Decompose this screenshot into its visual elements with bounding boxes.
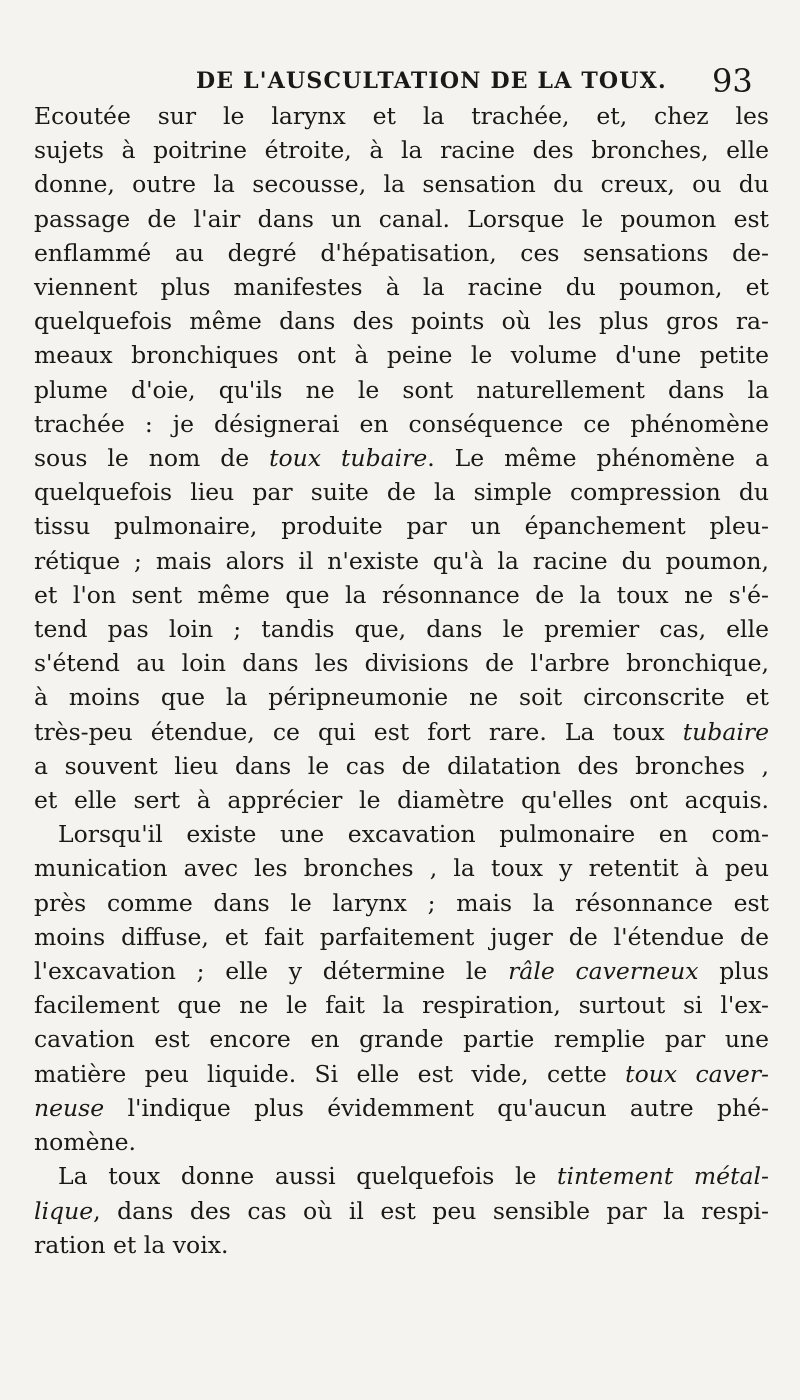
text-line: donne, outre la secousse, la sensation du creux, ou du [34,170,769,199]
text-line: cavation est encore en grande partie remplie par une [34,1025,769,1054]
text-line: La toux donne aussi quelquefois le tintement métal- [58,1162,769,1191]
text-line: tissu pulmonaire, produite par un épanchement pleu- [34,512,769,541]
text-line: quelquefois même dans des points où les plus gros ra- [34,307,769,336]
italic-term: tubaire [682,717,769,746]
text-line: trachée : je désignerai en conséquence ce phénomène [34,409,769,438]
text-line: munication avec les bronches , la toux y retentit à peu [34,854,769,883]
text-line: nomène. [34,1128,136,1157]
italic-term: toux caver- [625,1059,769,1088]
text-line: passage de l'air dans un canal. Lorsque le poumon est [34,204,769,233]
text-line: meaux bronchiques ont à peine le volume d'une petite [34,341,769,370]
text-line: plume d'oie, qu'ils ne le sont naturellement dans la [34,375,769,404]
text-line: quelquefois lieu par suite de la simple compression du [34,478,769,507]
text-line: à moins que la péripneumonie ne soit circonscrite et [34,683,769,712]
page-number: 93 [712,62,753,100]
body-text [34,99,769,1262]
text-line: neuse l'indique plus évidemment qu'aucun autre phé- [34,1093,769,1122]
text-line: moins diffuse, et fait parfaitement juger de l'étendue de [34,922,769,951]
text-line: et elle sert à apprécier le diamètre qu'elles ont acquis. [34,786,769,815]
italic-term: râle caverneux [508,957,699,986]
italic-term: lique [34,1196,94,1225]
text-line: viennent plus manifestes à la racine du poumon, et [34,273,769,302]
text-line: matière peu liquide. Si elle est vide, cette toux caver- [34,1059,769,1088]
text-line: tend pas loin ; tandis que, dans le premier cas, elle [34,615,769,644]
text-line: Lorsqu'il existe une excavation pulmonaire en com- [58,820,769,849]
italic-term: tintement métal- [557,1162,769,1191]
text-line: très-peu étendue, ce qui est fort rare. La toux tubaire [34,717,769,746]
text-line: a souvent lieu dans le cas de dilatation des bronches , [34,751,769,780]
text-line: sous le nom de toux tubaire. Le même phénomène a [34,444,769,473]
text-line: s'étend au loin dans les divisions de l'arbre bronchique, [34,649,769,678]
text-line: sujets à poitrine étroite, à la racine des bronches, elle [34,136,769,165]
text-line: lique, dans des cas où il est peu sensible par la respi- [34,1196,769,1225]
italic-term: neuse [34,1093,105,1122]
text-line: rétique ; mais alors il n'existe qu'à la racine du poumon, [34,546,769,575]
text-line: facilement que ne le fait la respiration, surtout si l'ex- [34,991,769,1020]
running-head: DE L'AUSCULTATION DE LA TOUX. [196,68,667,94]
text-line: l'excavation ; elle y détermine le râle caverneux plus [34,957,769,986]
text-line: et l'on sent même que la résonnance de la toux ne s'é- [34,580,769,609]
text-line: ration et la voix. [34,1230,229,1259]
text-line: Ecoutée sur le larynx et la trachée, et, chez les [34,102,769,130]
text-line: près comme dans le larynx ; mais la résonnance est [34,888,769,917]
italic-term: toux tubaire [269,444,428,473]
text-line: enflammé au degré d'hépatisation, ces sensations de- [34,238,769,267]
